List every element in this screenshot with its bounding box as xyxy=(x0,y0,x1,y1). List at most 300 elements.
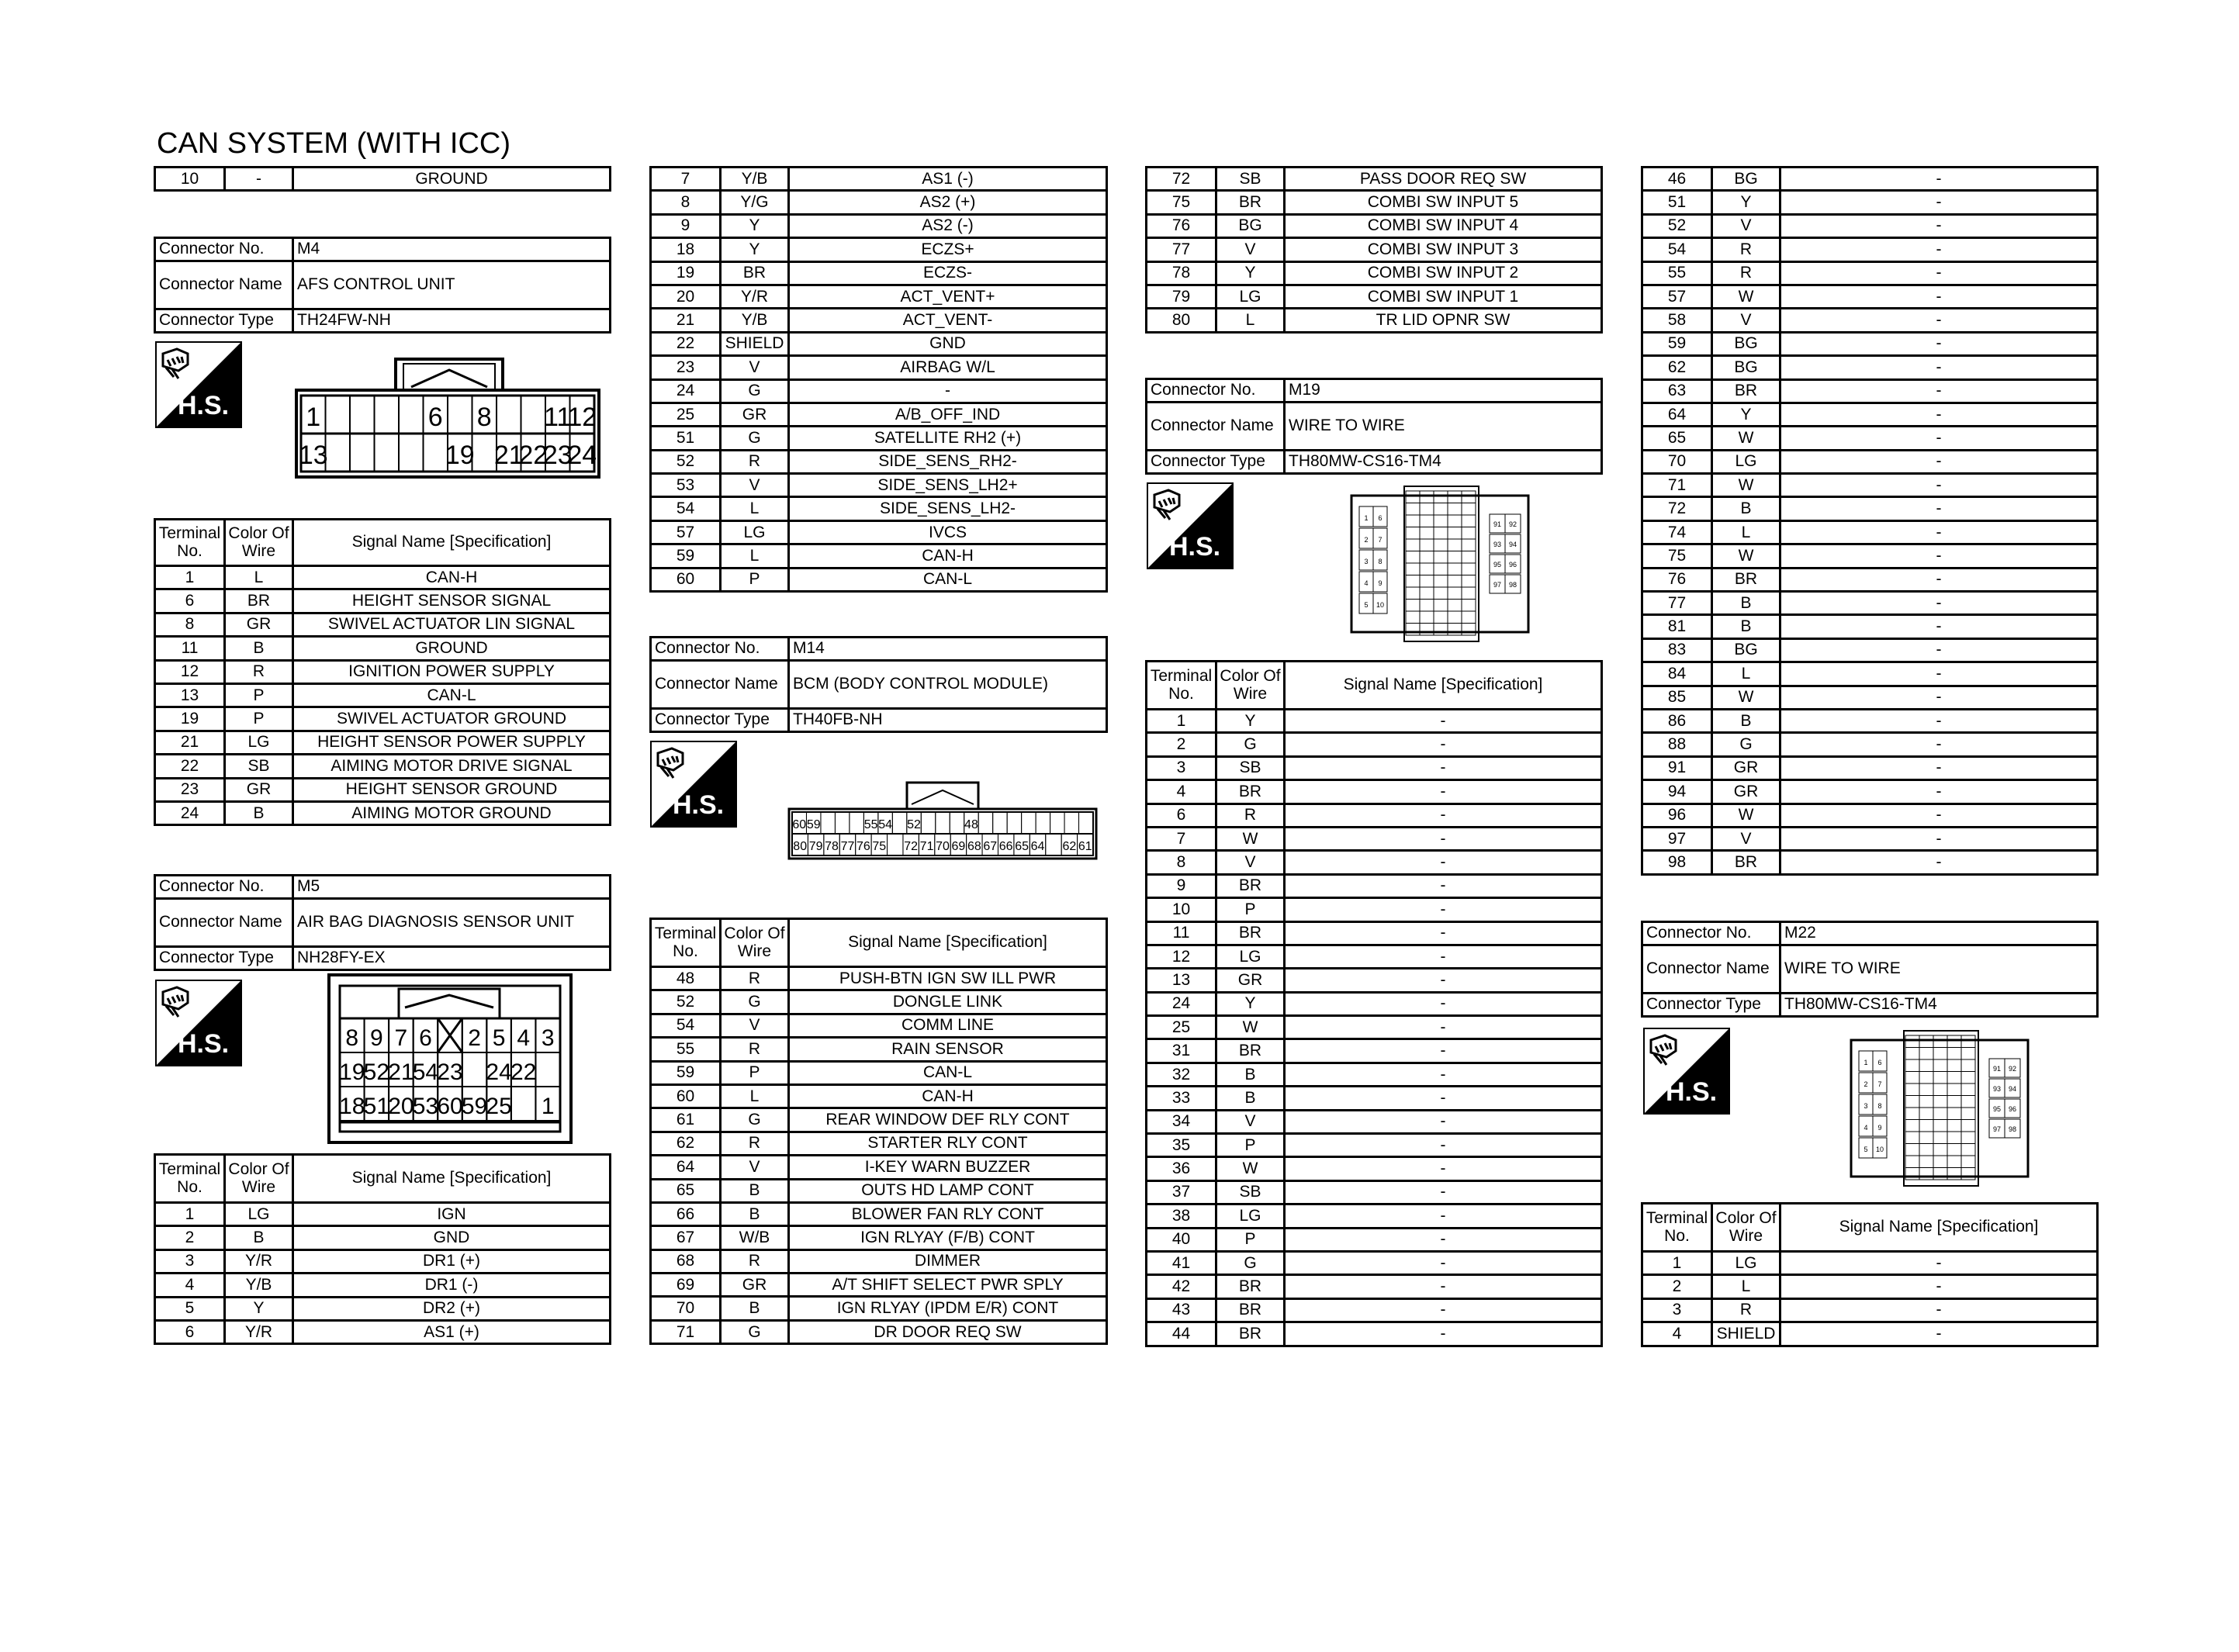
terminal-no-cell: 25 xyxy=(651,403,721,426)
signal-name-cell: A/T SHIFT SELECT PWR SPLY xyxy=(789,1274,1107,1297)
pin-cell xyxy=(1947,1048,1961,1060)
table-row xyxy=(1642,356,2098,379)
signal-name-cell: - xyxy=(1285,874,1602,897)
terminal-no-cell: 24 xyxy=(651,379,721,403)
pin-cell xyxy=(1919,1059,1933,1072)
pin-cell xyxy=(462,1052,487,1087)
connector-type-value: TH80MW-CS16-TM4 xyxy=(1780,994,2098,1017)
pin-label: 19 xyxy=(339,1059,365,1085)
pin-label: 1 xyxy=(306,403,321,432)
table-row xyxy=(1147,827,1602,850)
pin-cell xyxy=(1434,539,1448,551)
signal-name-cell: - xyxy=(1780,592,2098,615)
terminal-no-cell: 52 xyxy=(651,450,721,473)
table-row xyxy=(1147,238,1602,261)
signal-name-cell: REAR WINDOW DEF RLY CONT xyxy=(789,1108,1107,1132)
pin-cell xyxy=(1905,1144,1919,1156)
signal-name-cell: HEIGHT SENSOR GROUND xyxy=(293,778,611,801)
terminal-no-cell: 57 xyxy=(651,520,721,544)
connector-name-label: Connector Name xyxy=(651,661,789,709)
wire-color-cell: P xyxy=(721,1061,789,1084)
pin-cell xyxy=(1933,1108,1947,1120)
table-row xyxy=(1642,427,2098,450)
signal-name-cell: - xyxy=(1285,710,1602,733)
signal-name-cell: AIMING MOTOR DRIVE SIGNAL xyxy=(293,755,611,778)
pin-cell xyxy=(835,812,849,834)
table-row xyxy=(651,1014,1107,1037)
table-row xyxy=(651,520,1107,544)
signal-name-cell: - xyxy=(1285,1039,1602,1063)
terminal-no-cell: 8 xyxy=(155,613,225,636)
signal-name-cell: AS2 (+) xyxy=(789,191,1107,214)
table-row xyxy=(155,1226,611,1249)
signal-name-cell: - xyxy=(1780,709,2098,732)
connector-no-value: M19 xyxy=(1285,379,1602,403)
pin-cell xyxy=(1933,1156,1947,1168)
signal-name-cell: PASS DOOR REQ SW xyxy=(1285,168,1602,191)
m22-connector-diagram xyxy=(1850,1028,2030,1189)
table-row xyxy=(1147,309,1602,332)
table-row xyxy=(155,755,611,778)
terminal-no-cell: 10 xyxy=(155,168,225,191)
terminal-no-cell: 71 xyxy=(651,1320,721,1343)
connector-name-label: Connector Name xyxy=(1642,945,1780,994)
pin-cell xyxy=(1434,551,1448,564)
terminal-no-cell: 98 xyxy=(1642,851,1712,874)
pin-cell xyxy=(1905,1168,1919,1180)
signal-name-cell: A/B_OFF_IND xyxy=(789,403,1107,426)
connector-type-label: Connector Type xyxy=(155,947,293,970)
terminal-no-cell: 91 xyxy=(1642,756,1712,779)
terminal-no-cell: 64 xyxy=(651,1156,721,1179)
table-body xyxy=(155,168,611,191)
terminal-no-cell: 77 xyxy=(1147,238,1216,261)
table-row xyxy=(155,168,611,191)
signal-name-header: Signal Name [Specification] xyxy=(789,919,1107,967)
wire-color-cell: BG xyxy=(1712,332,1780,355)
pin-label: 77 xyxy=(840,840,855,853)
pin-cell xyxy=(1919,1132,1933,1144)
pin-label: 21 xyxy=(493,441,524,470)
pin-label: 4 xyxy=(517,1025,531,1051)
table-row xyxy=(651,1108,1107,1132)
pin-cell xyxy=(1406,515,1420,527)
pin-label: 59 xyxy=(806,818,821,831)
pin-label: 98 xyxy=(2008,1125,2017,1133)
pin-cell xyxy=(1905,1048,1919,1060)
signal-name-cell: SIDE_SENS_LH2+ xyxy=(789,474,1107,497)
table-row xyxy=(155,566,611,589)
wire-color-cell: V xyxy=(1712,827,1780,850)
terminal-no-cell: 21 xyxy=(155,731,225,754)
wire-color-cell: R xyxy=(225,660,293,683)
pin-cell xyxy=(1406,587,1420,600)
wire-color-cell: GR xyxy=(1216,969,1285,992)
table-row xyxy=(1642,379,2098,403)
hs-badge xyxy=(155,980,242,1066)
pin-cell xyxy=(1947,1120,1961,1132)
pin-cell xyxy=(1933,1048,1947,1060)
pin-cell xyxy=(1947,1096,1961,1108)
terminal-no-cell: 24 xyxy=(155,801,225,824)
signal-name-cell: SWIVEL ACTUATOR LIN SIGNAL xyxy=(293,613,611,636)
table-row xyxy=(1147,1180,1602,1204)
wire-color-cell: SHIELD xyxy=(721,332,789,355)
terminal-no-cell: 4 xyxy=(155,1274,225,1297)
terminal-no-cell: 6 xyxy=(155,1320,225,1343)
pin-cell xyxy=(1448,515,1462,527)
table-row xyxy=(651,1156,1107,1179)
table-row xyxy=(1147,191,1602,214)
terminal-no-cell: 69 xyxy=(651,1274,721,1297)
pin-cell xyxy=(1462,539,1476,551)
wire-color-cell: G xyxy=(721,427,789,450)
pin-label: 92 xyxy=(1508,520,1517,528)
pin-cell xyxy=(1406,491,1420,503)
table-row xyxy=(1642,1275,2098,1298)
wire-color-cell: GR xyxy=(721,1274,789,1297)
table-body xyxy=(1642,1252,2098,1346)
terminal-no-cell: 1 xyxy=(1147,710,1216,733)
wire-color-cell: R xyxy=(721,1249,789,1273)
pin-cell xyxy=(1919,1072,1933,1084)
signal-name-cell: HEIGHT SENSOR SIGNAL xyxy=(293,589,611,613)
pin-label: 94 xyxy=(1508,541,1517,548)
signal-name-cell: - xyxy=(1285,827,1602,850)
m5-info-table xyxy=(154,874,611,971)
signal-name-cell: - xyxy=(1780,168,2098,191)
wire-color-cell: V xyxy=(1216,238,1285,261)
pin-cell xyxy=(1947,1168,1961,1180)
color-of-wire-header: Color Of Wire xyxy=(1216,662,1285,710)
wire-color-cell: BR xyxy=(1216,1039,1285,1063)
hs-badge xyxy=(155,341,242,428)
pin-cell xyxy=(1947,1132,1961,1144)
terminal-no-cell: 4 xyxy=(1642,1322,1712,1346)
wire-color-cell: V xyxy=(721,1156,789,1179)
terminal-no-cell: 94 xyxy=(1642,780,1712,804)
terminal-no-cell: 71 xyxy=(1642,474,1712,497)
m14-info-table xyxy=(649,636,1108,733)
connector-type-label: Connector Type xyxy=(155,309,293,333)
pin-label: 9 xyxy=(369,1025,383,1051)
signal-name-cell: - xyxy=(1780,568,2098,591)
table-row xyxy=(1147,1134,1602,1157)
pin-cell xyxy=(1919,1120,1933,1132)
pin-label: 6 xyxy=(1877,1059,1882,1066)
terminal-no-cell: 83 xyxy=(1642,638,1712,662)
table-row xyxy=(651,261,1107,285)
pin-cell xyxy=(1420,515,1434,527)
blank-pin-mark xyxy=(438,1018,462,1052)
terminal-no-cell: 42 xyxy=(1147,1275,1216,1298)
signal-name-cell: CAN-H xyxy=(293,566,611,589)
signal-name-cell: SATELLITE RH2 (+) xyxy=(789,427,1107,450)
connector-no-value: M22 xyxy=(1780,922,2098,945)
wire-color-cell: Y xyxy=(1712,191,1780,214)
m4-signal-table xyxy=(154,518,611,826)
wire-color-cell: W xyxy=(1712,474,1780,497)
wire-color-cell: W xyxy=(1712,686,1780,709)
table-row xyxy=(1147,992,1602,1015)
wire-color-cell: W xyxy=(1216,827,1285,850)
table-row xyxy=(1147,1204,1602,1228)
wire-color-cell: B xyxy=(1712,497,1780,520)
terminal-no-cell: 9 xyxy=(651,214,721,237)
wire-color-cell: BG xyxy=(1712,356,1780,379)
signal-name-cell: CAN-H xyxy=(789,544,1107,568)
m22-info-table xyxy=(1641,921,2099,1018)
terminal-no-cell: 51 xyxy=(1642,191,1712,214)
terminal-no-cell: 44 xyxy=(1147,1322,1216,1346)
pin-label: 25 xyxy=(486,1094,512,1119)
table-row xyxy=(1147,1039,1602,1063)
table-row xyxy=(155,801,611,824)
terminal-no-cell: 63 xyxy=(1642,379,1712,403)
table-row xyxy=(651,1297,1107,1320)
terminal-no-cell: 10 xyxy=(1147,898,1216,921)
table-row xyxy=(1147,1322,1602,1346)
signal-name-cell: HEIGHT SENSOR POWER SUPPLY xyxy=(293,731,611,754)
pin-cell xyxy=(1448,611,1462,624)
pin-label: 13 xyxy=(298,441,328,470)
pin-label: 91 xyxy=(1992,1065,2002,1073)
connector-name-value: AIR BAG DIAGNOSIS SENSOR UNIT xyxy=(293,899,611,947)
pin-label: 3 xyxy=(1864,1102,1868,1110)
terminal-no-cell: 11 xyxy=(1147,921,1216,945)
terminal-no-cell: 67 xyxy=(651,1226,721,1249)
pin-cell xyxy=(1919,1096,1933,1108)
pin-cell xyxy=(1406,527,1420,540)
connector-no-value: M4 xyxy=(293,238,611,261)
pin-label: 66 xyxy=(998,840,1013,853)
pin-cell xyxy=(978,812,992,834)
table-row xyxy=(651,1249,1107,1273)
pin-label: 95 xyxy=(1493,561,1502,569)
table-row xyxy=(1642,756,2098,779)
wire-color-cell: B xyxy=(225,1226,293,1249)
pin-cell xyxy=(921,812,935,834)
wire-color-cell: R xyxy=(721,1038,789,1061)
signal-name-cell: - xyxy=(1780,638,2098,662)
signal-name-cell: AS1 (+) xyxy=(293,1320,611,1343)
pin-label: 98 xyxy=(1508,581,1517,589)
pin-cell xyxy=(1933,1083,1947,1096)
pin-label: 94 xyxy=(2008,1085,2017,1093)
pin-cell xyxy=(1961,1168,1975,1180)
terminal-no-cell: 72 xyxy=(1147,168,1216,191)
wire-color-cell: R xyxy=(721,967,789,990)
signal-name-cell: - xyxy=(1780,1298,2098,1322)
table-row xyxy=(651,1179,1107,1202)
terminal-no-cell: 76 xyxy=(1642,568,1712,591)
pin-cell xyxy=(1919,1035,1933,1048)
m19-continued-table xyxy=(1641,166,2099,876)
pin-cell xyxy=(1919,1083,1933,1096)
signal-name-cell: - xyxy=(1285,1157,1602,1180)
table-row xyxy=(1642,709,2098,732)
table-row xyxy=(155,589,611,613)
wire-color-cell: BG xyxy=(1712,638,1780,662)
wire-color-cell: Y xyxy=(721,214,789,237)
top-fragment-table xyxy=(154,166,611,192)
m14-continued-table xyxy=(1145,166,1603,334)
pin-cell xyxy=(1961,1059,1975,1072)
signal-name-cell: - xyxy=(1780,686,2098,709)
terminal-no-cell: 7 xyxy=(1147,827,1216,850)
signal-name-header: Signal Name [Specification] xyxy=(293,520,611,566)
signal-name-cell: - xyxy=(1780,261,2098,285)
table-row xyxy=(651,1132,1107,1155)
signal-name-cell: - xyxy=(1285,945,1602,968)
signal-name-cell: - xyxy=(1780,851,2098,874)
table-row xyxy=(1642,592,2098,615)
pin-cell xyxy=(1961,1156,1975,1168)
terminal-no-cell: 75 xyxy=(1147,191,1216,214)
pin-cell xyxy=(1406,563,1420,575)
wire-color-cell: L xyxy=(721,497,789,520)
pin-cell xyxy=(1046,834,1061,855)
pin-cell xyxy=(1022,812,1036,834)
terminal-no-cell: 46 xyxy=(1642,168,1712,191)
terminal-no-cell: 2 xyxy=(1147,733,1216,756)
pin-cell xyxy=(1434,491,1448,503)
table-row xyxy=(1642,615,2098,638)
pin-cell xyxy=(1434,563,1448,575)
signal-name-cell: DR1 (+) xyxy=(293,1249,611,1273)
m19-connector-diagram xyxy=(1350,483,1530,645)
connector-no-label: Connector No. xyxy=(651,638,789,661)
wire-color-cell: L xyxy=(1712,1275,1780,1298)
table-row xyxy=(1147,733,1602,756)
table-row xyxy=(1147,1063,1602,1086)
signal-name-cell: ACT_VENT+ xyxy=(789,285,1107,308)
table-row xyxy=(1147,285,1602,308)
terminal-no-cell: 6 xyxy=(1147,804,1216,827)
terminal-no-cell: 8 xyxy=(1147,851,1216,874)
connector-name-label: Connector Name xyxy=(1147,403,1285,451)
signal-name-cell: IGN RLYAY (F/B) CONT xyxy=(789,1226,1107,1249)
pin-cell xyxy=(1961,1035,1975,1048)
pin-cell xyxy=(1933,1059,1947,1072)
table-row xyxy=(1642,214,2098,237)
signal-name-cell: ECZS- xyxy=(789,261,1107,285)
table-row xyxy=(1642,497,2098,520)
signal-name-cell: RAIN SENSOR xyxy=(789,1038,1107,1061)
signal-name-cell: - xyxy=(1780,332,2098,355)
m4-info-table xyxy=(154,237,611,334)
pin-cell xyxy=(1961,1108,1975,1120)
wire-color-cell: L xyxy=(721,544,789,568)
wire-color-cell: Y xyxy=(1712,403,1780,426)
signal-name-cell: - xyxy=(1780,1275,2098,1298)
pin-cell xyxy=(1961,1144,1975,1156)
wire-color-cell: Y/G xyxy=(721,191,789,214)
table-row xyxy=(155,613,611,636)
table-row xyxy=(1147,898,1602,921)
terminal-no-cell: 4 xyxy=(1147,780,1216,804)
signal-name-cell: DR DOOR REQ SW xyxy=(789,1320,1107,1343)
m22-signal-table xyxy=(1641,1202,2099,1347)
terminal-no-cell: 74 xyxy=(1642,520,1712,544)
wire-color-cell: W xyxy=(1712,544,1780,568)
signal-name-cell: GND xyxy=(789,332,1107,355)
connector-no-label: Connector No. xyxy=(155,876,293,899)
terminal-no-cell: 5 xyxy=(155,1297,225,1320)
connector-type-value: TH24FW-NH xyxy=(293,309,611,333)
signal-name-cell: - xyxy=(1780,474,2098,497)
signal-name-cell: AIMING MOTOR GROUND xyxy=(293,801,611,824)
hs-badge-label: H.S. xyxy=(1168,532,1221,562)
color-of-wire-header: Color Of Wire xyxy=(225,520,293,566)
wire-color-cell: GR xyxy=(225,613,293,636)
terminal-no-cell: 59 xyxy=(651,1061,721,1084)
signal-name-cell: CAN-L xyxy=(789,568,1107,591)
pin-cell xyxy=(1406,575,1420,588)
pin-label: 3 xyxy=(541,1025,555,1051)
pin-cell xyxy=(888,834,903,855)
table-row xyxy=(651,568,1107,591)
wire-color-cell: Y xyxy=(1216,261,1285,285)
pin-cell xyxy=(1434,503,1448,516)
pin-cell xyxy=(1933,1168,1947,1180)
table-row xyxy=(155,637,611,660)
wire-color-cell: W xyxy=(1216,1157,1285,1180)
signal-name-cell: - xyxy=(1780,662,2098,686)
wire-color-cell: V xyxy=(1216,851,1285,874)
pin-cell xyxy=(1448,587,1462,600)
terminal-no-cell: 53 xyxy=(651,474,721,497)
pin-cell xyxy=(1919,1108,1933,1120)
pin-label: 1 xyxy=(1864,1059,1868,1066)
table-row xyxy=(1147,261,1602,285)
pin-cell xyxy=(1905,1035,1919,1048)
table-row xyxy=(651,967,1107,990)
signal-name-cell: STARTER RLY CONT xyxy=(789,1132,1107,1155)
wire-color-cell: R xyxy=(1712,1298,1780,1322)
terminal-no-cell: 70 xyxy=(1642,450,1712,473)
signal-name-cell: - xyxy=(1285,1063,1602,1086)
signal-name-cell: - xyxy=(1285,1228,1602,1251)
signal-name-cell: - xyxy=(1780,1252,2098,1275)
hs-badge-label: H.S. xyxy=(1665,1077,1718,1107)
signal-name-cell: - xyxy=(1285,921,1602,945)
table-row xyxy=(651,356,1107,379)
pin-label: 8 xyxy=(476,403,492,432)
signal-name-cell: COMBI SW INPUT 1 xyxy=(1285,285,1602,308)
terminal-no-cell: 75 xyxy=(1642,544,1712,568)
terminal-no-cell: 78 xyxy=(1147,261,1216,285)
terminal-no-cell: 85 xyxy=(1642,686,1712,709)
terminal-no-cell: 88 xyxy=(1642,733,1712,756)
terminal-no-cell: 21 xyxy=(651,309,721,332)
table-row xyxy=(1147,804,1602,827)
terminal-no-cell: 23 xyxy=(155,778,225,801)
wire-color-cell: G xyxy=(721,990,789,1014)
pin-cell xyxy=(1434,624,1448,636)
wire-color-cell: R xyxy=(721,1132,789,1155)
pin-cell xyxy=(1007,812,1021,834)
pin-label: 93 xyxy=(1493,541,1502,548)
m19-signal-table xyxy=(1145,660,1603,1347)
table-row xyxy=(651,474,1107,497)
signal-name-cell: TR LID OPNR SW xyxy=(1285,309,1602,332)
pin-cell xyxy=(1406,539,1420,551)
terminal-no-cell: 18 xyxy=(651,238,721,261)
wire-color-cell: G xyxy=(721,1108,789,1132)
table-row xyxy=(1642,1322,2098,1346)
pin-label: 5 xyxy=(492,1025,506,1051)
